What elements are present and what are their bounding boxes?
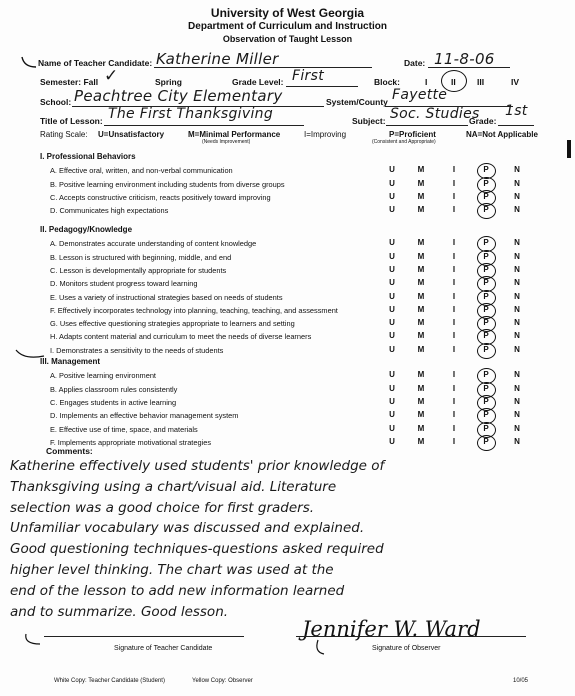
rating-option-i: I [452,304,456,314]
rating-option-u: U [389,238,395,248]
rating-option-i: I [452,191,456,201]
rating-option-u: U [389,423,395,433]
section-title: II. Pedagogy/Knowledge [40,225,133,234]
rating-option-p: P [483,396,489,406]
rating-scale-na: NA=Not Applicable [466,130,538,139]
criterion-label: F. Effectively incorporates technology into planning, teaching, teaching, and assessment [50,305,338,315]
rating-option-m: M [417,318,425,328]
rating-option-p: P [483,423,489,433]
rating-option-n: N [514,304,520,314]
rating-option-m: M [417,205,425,215]
criterion-label: I. Demonstrates a sensitivity to the needs of students [50,345,224,355]
rating-option-n: N [514,436,520,446]
rating-option-u: U [389,191,395,201]
criterion-label: C. Lesson is developmentally appropriate for students [50,265,227,275]
rating-option-u: U [389,165,395,175]
rating-option-i: I [452,423,456,433]
criterion-label: D. Monitors student progress toward learning [50,279,198,289]
rating-option-n: N [514,278,520,288]
rating-option-i: I [452,331,456,341]
rating-option-i: I [452,410,456,420]
rating-option-m: M [417,410,425,420]
rating-option-n: N [514,410,520,420]
criterion-label: C. Accepts constructive criticism, reacts positively toward improving [50,192,271,202]
rating-option-n: N [514,191,520,201]
rating-option-u: U [389,396,395,406]
rating-option-u: U [389,410,395,420]
rating-option-n: N [514,370,520,380]
rating-option-m: M [417,344,425,354]
rating-option-m: M [417,191,425,201]
name-label: Name of Teacher Candidate: [38,58,153,68]
rating-option-m: M [417,291,425,301]
criterion-label: A. Demonstrates accurate understanding of content knowledge [50,239,257,249]
criterion-label: E. Uses a variety of instructional strategies based on needs of students [50,292,283,302]
rating-option-u: U [389,370,395,380]
comments-label: Comments: [46,446,93,456]
name-value: Katherine Miller [156,50,279,68]
yellow-copy-note: Yellow Copy: Observer [192,678,253,684]
rating-option-m: M [417,370,425,380]
date-line [428,67,510,68]
rating-option-n: N [514,383,520,393]
rating-option-p: P [483,331,489,341]
margin-check-mark [20,55,38,71]
rating-option-p: P [483,191,489,201]
rating-option-m: M [417,178,425,188]
rating-scale-m-note: (Needs Improvement) [202,139,251,145]
observer-signature-line [296,636,526,637]
block-option-3: III [477,77,485,87]
school-label: School: [40,97,72,107]
selected-rating-circle [477,203,496,219]
school-value: Peachtree City Elementary [74,87,283,105]
comment-line: Unfamiliar vocabulary was discussed and explained. [10,520,365,537]
rating-option-p: P [483,370,489,380]
block-option-4: IV [511,77,520,87]
section-title: I. Professional Behaviors [40,152,136,161]
block-label: Block: [374,77,400,87]
rating-option-p: P [483,238,489,248]
rating-option-m: M [417,383,425,393]
rating-option-n: N [514,251,520,261]
rating-option-n: N [514,396,520,406]
rating-option-u: U [389,436,395,446]
rating-option-p: P [483,251,489,261]
comments-text [10,456,570,622]
criterion-label: A. Positive learning environment [50,371,156,381]
rating-option-m: M [417,251,425,261]
rating-option-p: P [483,278,489,288]
grade-level-value: First [292,68,324,84]
rating-scale-p: P=Proficient [389,130,436,139]
rating-option-m: M [417,436,425,446]
rating-option-n: N [514,205,520,215]
semester-check-mark: ✓ [104,66,119,86]
margin-arrow-mark [14,346,46,362]
observer-signature-label: Signature of Observer [372,645,441,652]
rating-scale-m: M=Minimal Performance [188,130,281,139]
rating-option-n: N [514,344,520,354]
subject-label: Subject: [352,116,386,126]
comment-line: higher level thinking. The chart was used at the [10,561,334,578]
comment-line: Katherine effectively used students' prior knowledge of [10,458,385,474]
rating-option-i: I [452,264,456,274]
rating-option-n: N [514,423,520,433]
grade-level-label: Grade Level: [232,77,284,87]
rating-option-p: P [483,165,489,175]
criterion-label: C. Engages students in active learning [50,397,177,407]
form-code: 10/05 [513,678,529,684]
criterion-label: D. Implements an effective behavior management system [50,411,239,421]
criterion-label: B. Lesson is structured with beginning, middle, and end [50,252,232,262]
rating-option-p: P [483,318,489,328]
rating-option-u: U [389,291,395,301]
observer-signature-text: Jennifer W. Ward [302,617,481,641]
rating-option-i: I [452,165,456,175]
selected-rating-circle [477,435,496,451]
criterion-label: F. Implements appropriate motivational strategies [50,437,212,447]
comment-line: end of the lesson to add new information learned [10,582,345,599]
selected-rating-circle [477,343,496,359]
rating-option-i: I [452,396,456,406]
rating-option-u: U [389,344,395,354]
rating-option-n: N [514,291,520,301]
criterion-label: H. Adapts content material and curriculum to meet the needs of diverse learners [50,332,312,342]
date-label: Date: [404,58,426,68]
comment-line: Good questioning techniques-questions asked required [10,541,384,558]
rating-option-u: U [389,383,395,393]
lesson-line [104,125,304,126]
rating-option-i: I [452,251,456,261]
rating-option-m: M [417,278,425,288]
rating-option-u: U [389,205,395,215]
rating-option-u: U [389,331,395,341]
criterion-label: E. Effective use of time, space, and materials [50,424,198,434]
name-line [154,67,372,68]
university-title: University of West Georgia [210,6,365,20]
rating-option-i: I [452,383,456,393]
block-option-2: II [451,77,456,87]
rating-option-m: M [417,165,425,175]
rating-option-m: M [417,331,425,341]
rating-option-p: P [483,264,489,274]
rating-option-n: N [514,178,520,188]
rating-option-i: I [452,318,456,328]
candidate-signature-line [44,636,244,637]
criterion-label: B. Positive learning environment including students from diverse groups [50,179,285,189]
date-value: 11-8-06 [434,50,495,68]
rating-option-u: U [389,264,395,274]
rating-option-u: U [389,304,395,314]
rating-option-n: N [514,318,520,328]
criterion-label: D. Communicates high expectations [50,206,169,216]
rating-option-u: U [389,178,395,188]
comment-line: selection was a good choice for first graders. [10,499,315,516]
rating-scale-label: Rating Scale: [40,130,88,139]
grade-level-line [286,86,358,87]
rating-option-m: M [417,423,425,433]
rating-option-p: P [483,344,489,354]
rating-option-i: I [452,238,456,248]
rating-option-i: I [452,291,456,301]
rating-option-n: N [514,331,520,341]
rating-option-i: I [452,436,456,446]
lesson-value: The First Thanksgiving [108,106,274,122]
system-value: Fayette [392,87,448,103]
white-copy-note: White Copy: Teacher Candidate (Student) [54,678,165,684]
edge-mark [567,140,571,158]
rating-option-m: M [417,238,425,248]
form-title: Observation of Taught Lesson [222,34,353,44]
comment-line: and to summarize. Good lesson. [10,603,229,620]
rating-option-n: N [514,264,520,274]
grade-value: 1st [505,103,528,119]
rating-option-i: I [452,370,456,380]
comment-line: Thanksgiving using a chart/visual aid. Literature [10,478,337,495]
criterion-label: G. Uses effective questioning strategies appropriate to learners and setting [50,319,295,329]
criterion-label: A. Effective oral, written, and non-verbal communication [50,166,233,176]
department-title: Department of Curriculum and Instruction [188,21,387,32]
system-label: System/County [326,97,388,107]
rating-scale-i: I=Improving [304,130,347,139]
rating-option-i: I [452,278,456,288]
candidate-signature-label: Signature of Teacher Candidate [114,645,213,652]
rating-option-u: U [389,318,395,328]
rating-option-u: U [389,278,395,288]
rating-scale-p-note: (Consistent and Appropriate) [372,139,436,145]
rating-option-m: M [417,264,425,274]
rating-option-p: P [483,291,489,301]
rating-option-n: N [514,165,520,175]
subject-line [386,125,468,126]
rating-option-p: P [483,436,489,446]
rating-option-p: P [483,410,489,420]
rating-option-i: I [452,344,456,354]
rating-option-p: P [483,205,489,215]
grade-line [498,125,534,126]
rating-option-m: M [417,304,425,314]
lesson-label: Title of Lesson: [40,116,103,126]
rating-option-p: P [483,383,489,393]
criterion-label: B. Applies classroom rules consistently [50,384,178,394]
rating-option-m: M [417,396,425,406]
candidate-signature-mark [22,632,44,648]
grade-label: Grade: [469,116,497,126]
rating-option-n: N [514,238,520,248]
rating-scale-u: U=Unsatisfactory [98,130,165,139]
subject-value: Soc. Studies [390,106,480,122]
section-title: III. Management [40,357,101,366]
rating-option-i: I [452,178,456,188]
spring-label: Spring [155,77,182,87]
rating-option-p: P [483,304,489,314]
semester-label: Semester: Fall [40,77,99,87]
block-option-1: I [425,77,428,87]
rating-option-u: U [389,251,395,261]
rating-option-i: I [452,205,456,215]
rating-option-p: P [483,178,489,188]
